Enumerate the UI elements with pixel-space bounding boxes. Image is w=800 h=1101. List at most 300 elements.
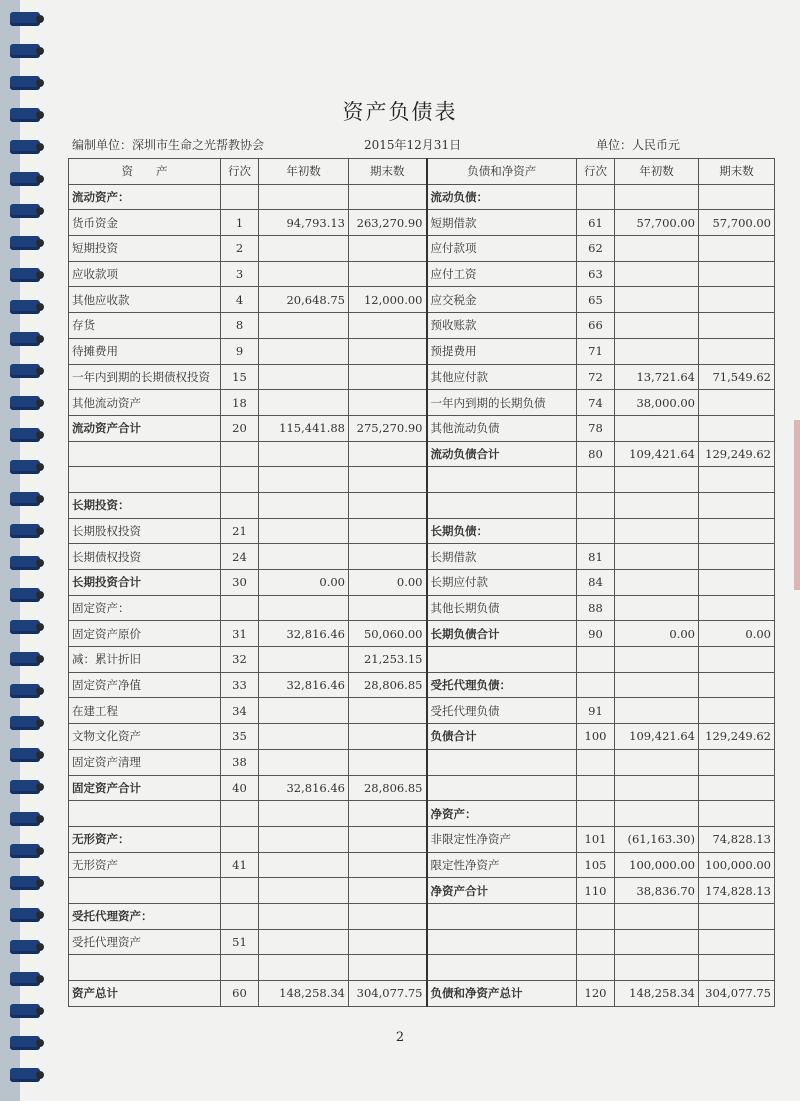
liability-end: 0.00 [699,621,775,647]
table-row [69,981,775,1007]
liability-line-no: 81 [577,544,615,570]
asset-item: 应收款项 [69,261,221,287]
asset-begin [259,518,349,544]
binding-ring [10,844,40,858]
asset-begin [259,929,349,955]
asset-begin [259,364,349,390]
liability-line-no [577,467,615,493]
liability-item: 其他应付款 [427,364,577,390]
liability-line-no: 80 [577,441,615,467]
asset-item: 一年内到期的长期债权投资 [69,364,221,390]
asset-item: 固定资产净值 [69,672,221,698]
binding-ring [10,556,40,570]
liability-end: 129,249.62 [699,724,775,750]
liability-line-no [577,672,615,698]
asset-item: 固定资产原价 [69,621,221,647]
asset-end: 28,806.85 [349,775,427,801]
table-row [69,801,775,827]
liability-begin [615,775,699,801]
liability-end [699,415,775,441]
asset-line-no: 31 [221,621,259,647]
liability-begin: 38,000.00 [615,390,699,416]
asset-end: 50,060.00 [349,621,427,647]
liability-item: 受托代理负债 [427,698,577,724]
table-row [69,852,775,878]
table-row [69,878,775,904]
asset-line-no: 38 [221,749,259,775]
asset-begin [259,544,349,570]
asset-begin: 32,816.46 [259,621,349,647]
binding-ring [10,940,40,954]
asset-item: 受托代理资产： [69,903,221,929]
liability-begin [615,261,699,287]
binding-ring [10,460,40,474]
binding-ring [10,620,40,634]
binding-ring [10,236,40,250]
asset-item: 减：累计折旧 [69,647,221,673]
asset-end [349,955,427,981]
asset-line-no: 1 [221,210,259,236]
asset-begin [259,955,349,981]
binding-ring [10,268,40,282]
asset-line-no: 30 [221,570,259,596]
liability-begin: 100,000.00 [615,852,699,878]
binding-ring [10,972,40,986]
asset-line-no [221,492,259,518]
asset-begin [259,467,349,493]
asset-line-no: 33 [221,672,259,698]
binding-ring [10,364,40,378]
organization-label: 编制单位：深圳市生命之光帮教协会 [72,138,265,152]
page-number: 2 [395,1030,405,1045]
liability-end [699,518,775,544]
asset-end [349,595,427,621]
asset-begin: 148,258.34 [259,981,349,1007]
liability-end [699,647,775,673]
asset-begin [259,338,349,364]
liability-item: 应付款项 [427,236,577,262]
liability-item: 预提费用 [427,338,577,364]
liability-item: 应交税金 [427,287,577,313]
asset-end: 0.00 [349,570,427,596]
table-row [69,184,775,210]
binding-ring [10,12,40,26]
asset-line-no: 9 [221,338,259,364]
asset-begin [259,724,349,750]
liability-begin [615,647,699,673]
asset-end [349,852,427,878]
table-row [69,647,775,673]
liability-item: 流动负债合计 [427,441,577,467]
asset-item: 在建工程 [69,698,221,724]
asset-item: 长期债权投资 [69,544,221,570]
asset-begin [259,852,349,878]
liability-item: 长期负债合计 [427,621,577,647]
liability-item [427,467,577,493]
asset-begin [259,826,349,852]
liability-end: 174,828.13 [699,878,775,904]
liability-begin [615,749,699,775]
asset-end [349,467,427,493]
asset-item: 短期投资 [69,236,221,262]
table-row [69,467,775,493]
asset-end [349,390,427,416]
liability-line-no: 61 [577,210,615,236]
binding-ring [10,396,40,410]
liability-item [427,647,577,673]
asset-item: 货币资金 [69,210,221,236]
asset-line-no: 35 [221,724,259,750]
asset-end [349,826,427,852]
binding-ring [10,652,40,666]
table-row [69,441,775,467]
liability-end: 57,700.00 [699,210,775,236]
asset-begin [259,749,349,775]
table-row [69,724,775,750]
binding-ring [10,748,40,762]
liability-item: 其他长期负债 [427,595,577,621]
asset-begin: 115,441.88 [259,415,349,441]
asset-end [349,441,427,467]
header-line-no: 行次 [221,159,259,185]
liability-line-no: 63 [577,261,615,287]
asset-end [349,801,427,827]
asset-end [349,338,427,364]
asset-item: 长期投资： [69,492,221,518]
asset-item: 存货 [69,313,221,339]
table-row [69,313,775,339]
asset-end [349,903,427,929]
table-row [69,544,775,570]
table-header-row [69,159,775,185]
liability-end: 71,549.62 [699,364,775,390]
liability-item [427,929,577,955]
liability-line-no [577,749,615,775]
binding-ring [10,716,40,730]
liability-end [699,184,775,210]
binding-ring [10,492,40,506]
table-row [69,415,775,441]
table-row [69,364,775,390]
asset-line-no [221,595,259,621]
table-row [69,672,775,698]
liability-end: 304,077.75 [699,981,775,1007]
asset-begin: 32,816.46 [259,672,349,698]
liability-begin [615,544,699,570]
binding-ring [10,1068,40,1082]
table-row [69,287,775,313]
liability-item: 应付工资 [427,261,577,287]
liability-begin [615,955,699,981]
asset-item: 其他应收款 [69,287,221,313]
table-row [69,775,775,801]
asset-item [69,878,221,904]
liability-item: 长期借款 [427,544,577,570]
binding-ring [10,780,40,794]
liability-begin: 109,421.64 [615,724,699,750]
asset-end [349,698,427,724]
liability-begin [615,236,699,262]
asset-begin [259,903,349,929]
asset-begin [259,801,349,827]
binding-ring [10,684,40,698]
asset-line-no: 32 [221,647,259,673]
table-row [69,595,775,621]
liability-line-no: 120 [577,981,615,1007]
table-row [69,903,775,929]
asset-item: 受托代理资产 [69,929,221,955]
liability-end: 74,828.13 [699,826,775,852]
asset-end [349,544,427,570]
liability-line-no: 101 [577,826,615,852]
binding-ring [10,140,40,154]
liability-begin: 109,421.64 [615,441,699,467]
liability-item: 长期应付款 [427,570,577,596]
liability-begin [615,903,699,929]
binding-ring [10,1004,40,1018]
asset-begin [259,441,349,467]
liability-begin [615,184,699,210]
header-end: 期末数 [349,159,427,185]
binding-ring [10,812,40,826]
liability-begin [615,518,699,544]
liability-line-no: 90 [577,621,615,647]
liability-item: 非限定性净资产 [427,826,577,852]
liability-line-no: 110 [577,878,615,904]
liability-end [699,261,775,287]
table-row [69,570,775,596]
asset-end [349,364,427,390]
liability-begin [615,467,699,493]
asset-line-no [221,826,259,852]
table-row [69,390,775,416]
liability-item [427,749,577,775]
asset-item: 无形资产 [69,852,221,878]
liability-begin [615,801,699,827]
asset-line-no [221,184,259,210]
liability-begin [615,929,699,955]
asset-line-no: 21 [221,518,259,544]
asset-end [349,749,427,775]
table-row [69,826,775,852]
liability-item [427,903,577,929]
liability-item: 负债合计 [427,724,577,750]
binding-ring [10,588,40,602]
asset-item: 长期投资合计 [69,570,221,596]
asset-item: 流动资产合计 [69,415,221,441]
asset-item: 其他流动资产 [69,390,221,416]
table-row [69,236,775,262]
asset-end: 275,270.90 [349,415,427,441]
binding-ring [10,44,40,58]
liability-item: 净资产合计 [427,878,577,904]
liability-item: 预收账款 [427,313,577,339]
liability-end [699,801,775,827]
asset-line-no: 18 [221,390,259,416]
liability-end [699,929,775,955]
asset-line-no: 60 [221,981,259,1007]
liability-begin [615,698,699,724]
asset-line-no: 3 [221,261,259,287]
asset-end: 304,077.75 [349,981,427,1007]
header-end-2: 期末数 [699,159,775,185]
liability-end [699,749,775,775]
binding-ring [10,428,40,442]
asset-end [349,518,427,544]
binding-ring [10,204,40,218]
table-row [69,492,775,518]
liability-end [699,236,775,262]
binding-ring [10,524,40,538]
binding-ring [10,876,40,890]
asset-item [69,441,221,467]
liability-begin [615,492,699,518]
balance-sheet-table [68,158,775,1007]
asset-line-no [221,467,259,493]
asset-end: 28,806.85 [349,672,427,698]
liability-end [699,570,775,596]
liability-end [699,955,775,981]
liability-item: 短期借款 [427,210,577,236]
asset-item: 固定资产清理 [69,749,221,775]
asset-line-no: 4 [221,287,259,313]
currency-unit: 单位：人民币元 [596,138,681,152]
asset-end [349,236,427,262]
liability-line-no [577,492,615,518]
liability-end [699,467,775,493]
asset-begin [259,492,349,518]
asset-line-no [221,878,259,904]
asset-item: 待摊费用 [69,338,221,364]
liability-begin: 13,721.64 [615,364,699,390]
asset-begin [259,184,349,210]
asset-end [349,724,427,750]
asset-begin [259,261,349,287]
liability-begin: 38,836.70 [615,878,699,904]
asset-end [349,261,427,287]
liability-line-no [577,184,615,210]
asset-line-no: 40 [221,775,259,801]
table-row [69,338,775,364]
asset-line-no: 24 [221,544,259,570]
asset-begin: 94,793.13 [259,210,349,236]
liability-line-no: 105 [577,852,615,878]
table-row [69,621,775,647]
liability-item: 其他流动负债 [427,415,577,441]
liability-end [699,903,775,929]
liability-line-no: 74 [577,390,615,416]
liability-begin: 0.00 [615,621,699,647]
edge-stamp-mark [794,420,800,590]
liability-line-no: 100 [577,724,615,750]
asset-end [349,184,427,210]
liability-end [699,390,775,416]
liability-line-no [577,929,615,955]
liability-begin [615,672,699,698]
liability-line-no: 84 [577,570,615,596]
asset-item: 资产总计 [69,981,221,1007]
asset-begin: 20,648.75 [259,287,349,313]
liability-item [427,492,577,518]
liability-begin: 57,700.00 [615,210,699,236]
liability-item: 净资产： [427,801,577,827]
binding-ring [10,332,40,346]
table-row [69,261,775,287]
liability-begin: (61,163.30) [615,826,699,852]
liability-end [699,672,775,698]
liability-end [699,698,775,724]
table-row [69,955,775,981]
asset-end [349,492,427,518]
asset-line-no [221,955,259,981]
liability-line-no [577,955,615,981]
asset-begin [259,698,349,724]
liability-begin [615,595,699,621]
liability-line-no: 88 [577,595,615,621]
binding-ring [10,172,40,186]
asset-item: 无形资产： [69,826,221,852]
asset-end: 12,000.00 [349,287,427,313]
liability-end [699,775,775,801]
asset-item: 文物文化资产 [69,724,221,750]
liability-item: 负债和净资产总计 [427,981,577,1007]
binding-spine [0,0,52,1101]
asset-line-no: 20 [221,415,259,441]
liability-line-no [577,775,615,801]
liability-begin [615,415,699,441]
liability-line-no: 66 [577,313,615,339]
asset-item: 固定资产： [69,595,221,621]
liability-line-no: 65 [577,287,615,313]
asset-item [69,467,221,493]
table-row [69,749,775,775]
liability-line-no [577,801,615,827]
asset-end: 21,253.15 [349,647,427,673]
asset-begin [259,878,349,904]
asset-line-no: 2 [221,236,259,262]
liability-end [699,544,775,570]
liability-end [699,313,775,339]
asset-end [349,878,427,904]
liability-end [699,287,775,313]
header-asset: 资 产 [69,159,221,185]
liability-line-no: 72 [577,364,615,390]
liability-item: 限定性净资产 [427,852,577,878]
header-begin: 年初数 [259,159,349,185]
asset-begin: 32,816.46 [259,775,349,801]
asset-line-no: 41 [221,852,259,878]
asset-line-no: 51 [221,929,259,955]
asset-begin [259,313,349,339]
asset-item [69,955,221,981]
asset-line-no: 34 [221,698,259,724]
liability-begin [615,570,699,596]
liability-item: 受托代理负债： [427,672,577,698]
liability-end [699,595,775,621]
asset-end [349,929,427,955]
table-row [69,929,775,955]
asset-line-no [221,441,259,467]
table-row [69,698,775,724]
liability-line-no: 78 [577,415,615,441]
page-title: 资产负债表 [342,100,458,124]
liability-begin [615,338,699,364]
liability-item [427,955,577,981]
liability-item: 长期负债： [427,518,577,544]
liability-item: 一年内到期的长期负债 [427,390,577,416]
liability-end [699,492,775,518]
asset-line-no: 15 [221,364,259,390]
